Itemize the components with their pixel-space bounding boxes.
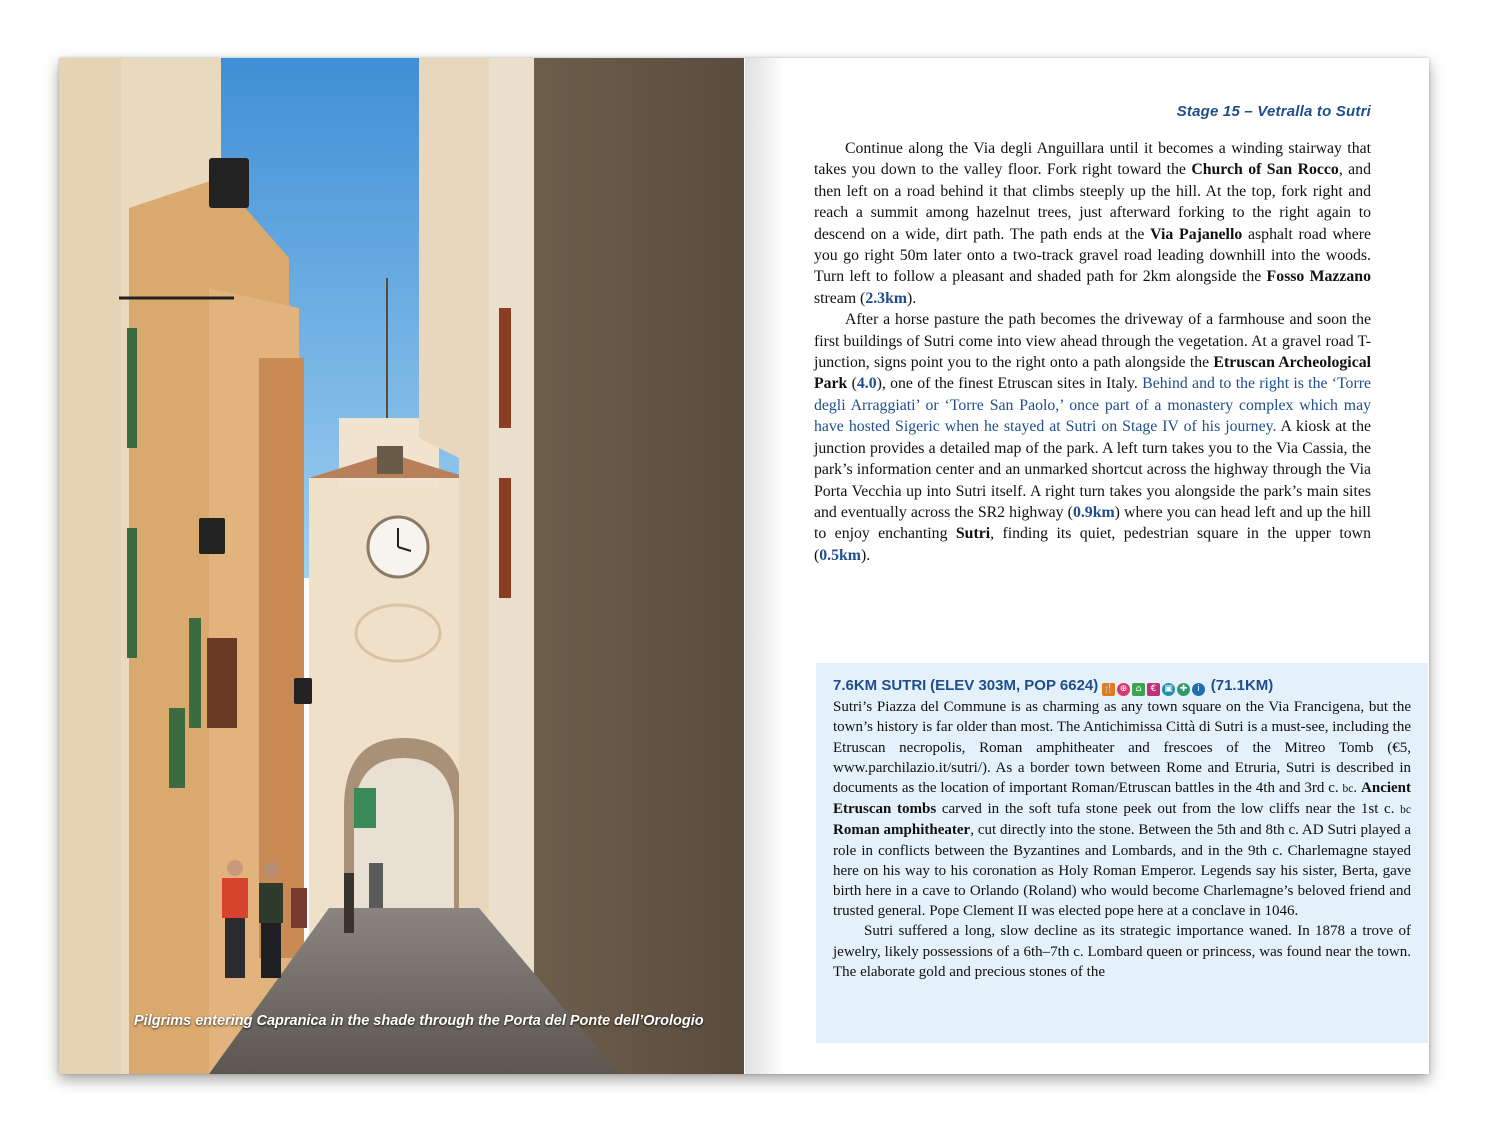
town-info-box — [816, 663, 1428, 1043]
photo-caption: Pilgrims entering Capranica in the shade through the Porta del Ponte dell’Orologio — [134, 1013, 704, 1029]
restaurant-icon: 🍴 — [1102, 684, 1115, 694]
text: , and then left on a road behind it that climbs steeply up the hill. At the top, fork right and reach a summit among hazelnut trees, just afterward forking to the right again to descend on a wide, dirt path. The path ends at the — [814, 161, 1371, 243]
text: ). — [860, 546, 871, 564]
text: After a horse pasture the path becomes the driveway of a farmhouse and soon the first buildings of Sutri come into view ahead through the vegetation. At a gravel road T-junction, signs point you to the right onto a path alongside the — [814, 311, 1371, 372]
town-info-content — [833, 676, 1411, 982]
running-header: Stage 15 – Vetralla to Sutri — [1176, 103, 1371, 120]
town-title-total: (71.1KM) — [1210, 677, 1274, 694]
hostel-icon: ⌂ — [1132, 683, 1145, 696]
site-name: Ancient Etruscan tombs — [833, 780, 1412, 818]
paragraph-2 — [814, 309, 1371, 566]
text: A kiosk at the junction provides a detailed map of the park. A left turn takes you to the Via Cassia, the park’s information center and an unmarked shortcut across the highway through the Via Porta Vecchia up into Sutri itself. A right turn takes you alongside the park’s main sites and eventually across the SR2 highway ( — [814, 418, 1371, 521]
town-title — [833, 676, 1411, 696]
place-name: Etruscan Archeological Park — [814, 354, 1371, 393]
site-name: Roman amphitheater — [833, 822, 971, 839]
body-text — [814, 138, 1371, 566]
text: asphalt road where you go right 50m later onto a two-track gravel road leading downhill into the woods. Turn left to follow a pleasant and shaded path for 2km alongside the — [814, 225, 1371, 286]
era-abbrev: bc — [1400, 804, 1411, 817]
info-icon: i — [1192, 683, 1205, 696]
distance: 0.5km — [819, 546, 861, 564]
bank-icon: € — [1147, 683, 1160, 696]
text: Sutri’s Piazza del Commune is as charming as any town square on the Via Francigena, but the town’s history is far older than most. The Antichimissa Città di Sutri is a must-see, including the Etruscan necropolis, Roman amphitheater and frescoes of the Mitreo Tomb (€5, www.parchilazio.it/sutri/). As a border town between Rome and Etruria, Sutri is described in documents as the location of important Roman/Etruscan battles in the 4th and 3rd c. — [833, 699, 1411, 797]
town-paragraph-1 — [833, 697, 1411, 921]
text: carved in the soft tufa stone peek out from the low cliffs near the 1st c. — [936, 801, 1401, 818]
distance: 2.3km — [865, 289, 908, 307]
text: ), one of the finest Etruscan sites in Italy. — [876, 375, 1143, 393]
text: ) where you can head left and up the hill to enjoy enchanting — [814, 503, 1371, 543]
facility-icons — [1102, 678, 1211, 694]
text: , cut directly into the stone. Between the 5th and 8th c. AD Sutri played a role in conflicts between the Byzantines and Lombards, and in the 9th c. Charlemagne stayed here on his way to his coronation as Holy Roman Emperor. Legends say his sister, Berta, gave birth here in a cave to Orlando (Roland) who would become Charlemagne’s beloved friend and trusted general. Pope Clement II was elected pope here at a conclave in 1046. — [833, 822, 1411, 920]
place-name: Fosso Mazzano — [1266, 268, 1371, 286]
pharmacy-icon: ✚ — [1177, 683, 1190, 696]
distance: 4.0 — [856, 375, 877, 393]
town-title-elev: (ELEV 303M, POP 6624) — [930, 677, 1099, 694]
distance: 0.9km — [1072, 503, 1115, 521]
hotel-icon: ⊕ — [1117, 683, 1130, 696]
text: , finding its quiet, pedestrian square in the upper town ( — [814, 525, 1371, 564]
paragraph-1 — [814, 138, 1371, 309]
town-title-main: 7.6KM SUTRI — [833, 677, 927, 694]
text: . — [1353, 780, 1362, 797]
text: Continue along the Via degli Anguillara until it becomes a winding stairway that takes you down to the valley floor. Fork right toward the — [814, 140, 1371, 179]
era-abbrev: bc — [1342, 783, 1354, 796]
place-name: Sutri — [955, 525, 991, 543]
place-name: Church of San Rocco — [1191, 161, 1339, 179]
text: ( — [847, 375, 857, 393]
train-icon: ▣ — [1162, 683, 1175, 696]
book-spread — [59, 58, 1429, 1074]
street-photo — [59, 58, 744, 1074]
text: stream ( — [814, 289, 866, 307]
text: ). — [907, 289, 917, 307]
town-paragraph-2: Sutri suffered a long, slow decline as its strategic importance waned. In 1878 a trove of jewelry, likely possessions of a 6th–7th c. Lombard queen or princess, was found near the town. The elaborate gold and precious stones of the — [833, 923, 1411, 980]
place-name: Via Pajanello — [1150, 225, 1243, 243]
historical-note: Behind and to the right is the ‘Torre degli Arraggiati’ or ‘Torre San Paolo,’ once part of a monastery complex which may have hosted Sigeric when he stayed at Sutri on Stage IV of his journey. — [814, 375, 1371, 436]
